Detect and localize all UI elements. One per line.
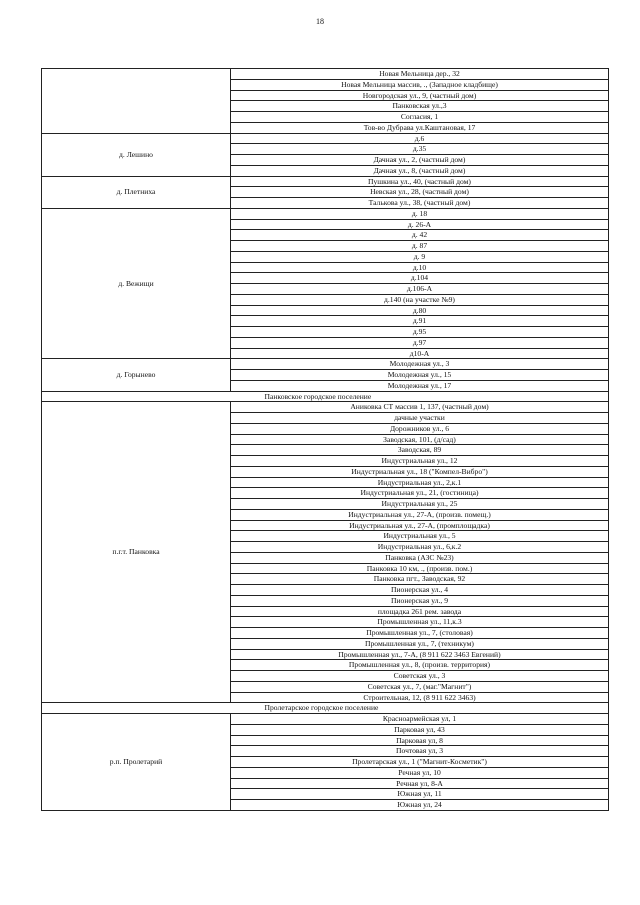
section-header-row (42, 703, 609, 714)
address-cell: Промышленная ул., 7-А, (8 911 622 3463 Евгений) (231, 649, 609, 660)
address-cell: Советская ул., 3 (231, 671, 609, 682)
address-cell: Панковская ул.,3 (231, 101, 609, 112)
address-cell: Южная ул, 11 (231, 789, 609, 800)
address-cell: Аниковка СТ массив 1, 137, (частный дом) (231, 402, 609, 413)
address-cell: Индустриальная ул., 2,к.1 (231, 477, 609, 488)
address-cell: Речная ул, 10 (231, 767, 609, 778)
addresses-table (41, 68, 609, 811)
page-number: 18 (316, 17, 324, 26)
address-cell: Речная ул, 8-А (231, 778, 609, 789)
table-row (42, 714, 609, 725)
table-row (42, 208, 609, 219)
address-cell: Индустриальная ул., 12 (231, 456, 609, 467)
table-row (42, 359, 609, 370)
address-cell: Пионерская ул., 4 (231, 585, 609, 596)
section-header-blank (42, 703, 231, 714)
address-cell: Молодежная ул., 3 (231, 359, 609, 370)
address-cell: Панковка (АЗС №23) (231, 552, 609, 563)
address-cell: Молодежная ул., 17 (231, 380, 609, 391)
address-cell: Панковка 10 км, ., (произв. пом.) (231, 563, 609, 574)
table-row (42, 402, 609, 413)
address-cell: Панковка пгт., Заводская, 92 (231, 574, 609, 585)
address-cell: д.6 (231, 133, 609, 144)
address-cell: Парковая ул, 8 (231, 735, 609, 746)
address-cell: д. 9 (231, 251, 609, 262)
address-cell: д. 18 (231, 208, 609, 219)
settlement-cell: д. Плетниха (42, 176, 231, 208)
address-cell: Согласия, 1 (231, 112, 609, 123)
address-cell: д. 87 (231, 241, 609, 252)
address-cell: Индустриальная ул., 25 (231, 499, 609, 510)
address-cell: Молодежная ул., 15 (231, 370, 609, 381)
address-cell: Индустриальная ул., 18 ("Компел-Вибро") (231, 466, 609, 477)
address-cell: Заводская, 101, (д/сад) (231, 434, 609, 445)
address-cell: Красноармейская ул, 1 (231, 714, 609, 725)
address-cell: Индустриальная ул., 27-А, (промплощадка) (231, 520, 609, 531)
address-cell: Пионерская ул., 9 (231, 595, 609, 606)
address-cell: д.10 (231, 262, 609, 273)
address-cell: Дорожников ул., 6 (231, 423, 609, 434)
address-cell: Промышленная ул., 7, (техникум) (231, 638, 609, 649)
address-cell: Новгородская ул., 9, (частный дом) (231, 90, 609, 101)
section-title: Пролетарское городское поселение (231, 703, 609, 714)
section-title: Панковское городское поселение (231, 391, 609, 402)
table-row (42, 133, 609, 144)
address-cell: д.104 (231, 273, 609, 284)
address-cell: Невская ул., 28, (частный дом) (231, 187, 609, 198)
address-cell: Парковая ул, 43 (231, 724, 609, 735)
address-cell: Индустриальная ул., 27-А, (произв. помещ.) (231, 509, 609, 520)
address-cell: д. 42 (231, 230, 609, 241)
address-cell: д.91 (231, 316, 609, 327)
address-cell: д. 26-А (231, 219, 609, 230)
address-cell: Талькова ул., 38, (частный дом) (231, 198, 609, 209)
address-cell: д.35 (231, 144, 609, 155)
address-cell: Новая Мельница дер., 32 (231, 69, 609, 80)
address-cell: д.97 (231, 337, 609, 348)
settlement-cell (42, 69, 231, 134)
address-cell: Новая Мельница массив, ., (Западное кладбище) (231, 79, 609, 90)
address-cell: д.140 (на участке №9) (231, 294, 609, 305)
section-header-row (42, 391, 609, 402)
table-row (42, 176, 609, 187)
address-cell: Дачная ул., 8, (частный дом) (231, 165, 609, 176)
settlement-cell: д. Лешино (42, 133, 231, 176)
section-header-blank (42, 391, 231, 402)
address-cell: д10-А (231, 348, 609, 359)
address-cell: Дачная ул., 2, (частный дом) (231, 155, 609, 166)
address-cell: д.106-А (231, 284, 609, 295)
address-cell: Советская ул., 7, (маг."Магнит") (231, 681, 609, 692)
address-cell: Пролетарская ул., 1 ("Магнит-Косметик") (231, 757, 609, 768)
address-cell: Промышленная ул., 7, (столовая) (231, 628, 609, 639)
settlement-cell: д. Горынево (42, 359, 231, 391)
settlement-cell: р.п. Пролетарий (42, 714, 231, 811)
address-cell: Пушкина ул., 40, (частный дом) (231, 176, 609, 187)
address-cell: Тов-во Дубрава ул.Каштановая, 17 (231, 122, 609, 133)
address-cell: д.80 (231, 305, 609, 316)
address-cell: Южная ул, 24 (231, 800, 609, 811)
address-cell: Заводская, 89 (231, 445, 609, 456)
address-cell: д.95 (231, 327, 609, 338)
address-cell: Промышленная ул., 11,к.3 (231, 617, 609, 628)
address-cell: Почтовая ул, 3 (231, 746, 609, 757)
settlement-cell: д. Вежищи (42, 208, 231, 359)
address-cell: Строительная, 12, (8 911 622 3463) (231, 692, 609, 703)
address-cell: дачные участки (231, 413, 609, 424)
table-row (42, 69, 609, 80)
address-cell: Индустриальная ул., 6,к.2 (231, 542, 609, 553)
address-cell: площадка 261 рем. завода (231, 606, 609, 617)
address-cell: Индустриальная ул., 5 (231, 531, 609, 542)
address-cell: Индустриальная ул., 21, (гостиница) (231, 488, 609, 499)
settlement-cell: п.г.т. Панковка (42, 402, 231, 703)
address-cell: Промышленная ул., 8, (произв. территория) (231, 660, 609, 671)
